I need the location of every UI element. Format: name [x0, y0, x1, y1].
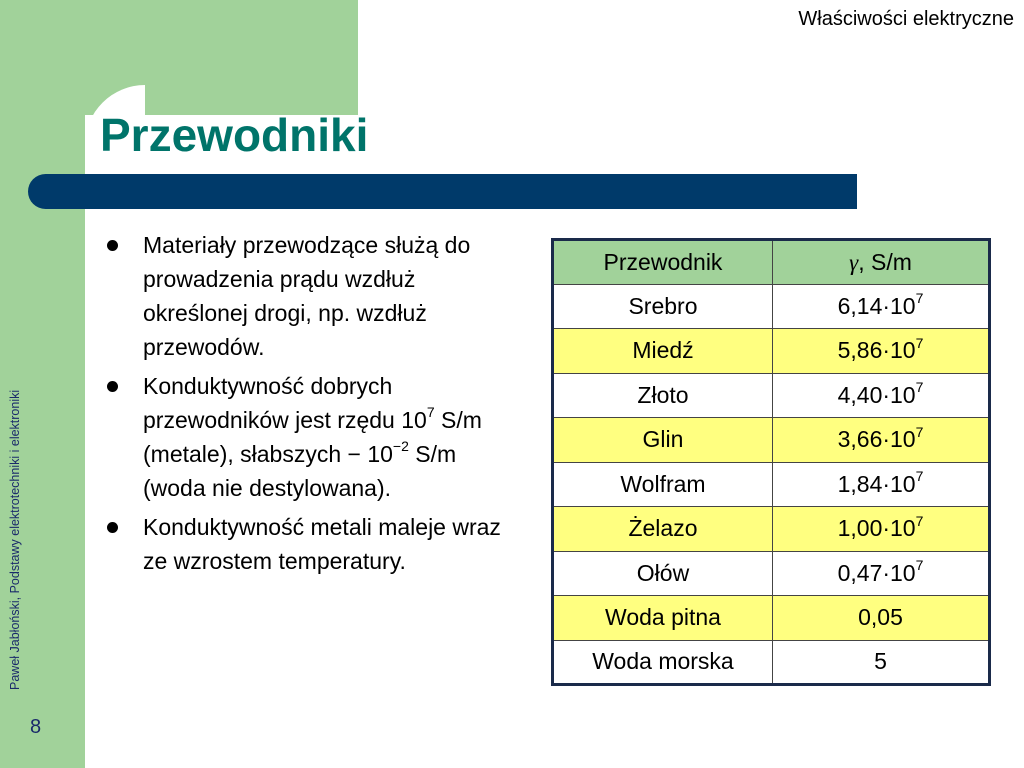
conductivity-cell: [773, 596, 990, 641]
bullet-dot-icon: [107, 522, 118, 533]
header-title: Właściwości elektryczne: [798, 8, 1014, 30]
table-row: [553, 551, 990, 596]
table-row: [553, 329, 990, 374]
gamma-symbol: γ: [849, 249, 859, 275]
conductivity-cell: [773, 329, 990, 374]
exponent: 7: [915, 557, 924, 574]
table-row: [553, 284, 990, 329]
bullet-text: S/m (metale), słabszych − 10: [143, 407, 482, 467]
conductivity-mantissa: 6,14·10: [837, 292, 916, 319]
conductivity-table: [551, 238, 991, 686]
conductivity-mantissa: 4,40·10: [837, 381, 916, 408]
conductivity-cell: [773, 462, 990, 507]
material-cell: Złoto: [553, 373, 773, 418]
header-unit: , S/m: [858, 248, 912, 275]
exponent: 7: [915, 468, 924, 485]
conductivity-mantissa: 0,47·10: [837, 559, 916, 586]
exponent: 7: [915, 334, 924, 351]
table-row: [553, 507, 990, 552]
material-cell: Woda morska: [553, 640, 773, 685]
exponent: −2: [392, 438, 409, 455]
material-cell: Żelazo: [553, 507, 773, 552]
conductivity-mantissa: 5,86·10: [837, 337, 916, 364]
material-cell: Glin: [553, 418, 773, 463]
bullet-list: [103, 228, 523, 583]
table-row: [553, 640, 990, 685]
exponent: 7: [915, 290, 924, 307]
table-row: [553, 462, 990, 507]
conductivity-cell: [773, 418, 990, 463]
table-row: [553, 373, 990, 418]
bullet-text: S/m (woda nie destylowana).: [143, 441, 457, 501]
exponent: 7: [426, 404, 435, 421]
exponent: 7: [915, 379, 924, 396]
material-cell: Miedź: [553, 329, 773, 374]
header-conductivity: [773, 240, 990, 285]
exponent: 7: [915, 512, 924, 529]
bullet-item: [103, 510, 523, 578]
author-credit: Paweł Jabłoński, Podstawy elektrotechniki i elektroniki: [8, 389, 22, 690]
conductivity-cell: [773, 640, 990, 685]
header-conductor: Przewodnik: [553, 240, 773, 285]
bullet-text: Konduktywność dobrych przewodników jest rzędu 10: [143, 373, 427, 433]
bullet-item: [103, 228, 523, 364]
material-cell: Wolfram: [553, 462, 773, 507]
material-cell: Woda pitna: [553, 596, 773, 641]
table-body: [553, 284, 990, 685]
title-underline-bar: [28, 174, 857, 209]
conductivity-mantissa: 5: [874, 648, 887, 675]
bullet-item: [103, 369, 523, 505]
conductivity-cell: [773, 551, 990, 596]
table-header-row: [553, 240, 990, 285]
slide-title: Przewodniki: [100, 109, 369, 161]
material-cell: Srebro: [553, 284, 773, 329]
conductivity-mantissa: 3,66·10: [837, 426, 916, 453]
conductivity-mantissa: 1,00·10: [837, 515, 916, 542]
material-cell: Ołów: [553, 551, 773, 596]
bullet-dot-icon: [107, 381, 118, 392]
table-row: [553, 596, 990, 641]
bullet-dot-icon: [107, 240, 118, 251]
conductivity-mantissa: 0,05: [858, 604, 903, 631]
table-row: [553, 418, 990, 463]
exponent: 7: [915, 423, 924, 440]
conductivity-cell: [773, 507, 990, 552]
conductivity-mantissa: 1,84·10: [837, 470, 916, 497]
conductivity-cell: [773, 284, 990, 329]
bullet-text: Materiały przewodzące służą do prowadzenia prądu wzdłuż określonej drogi, np. wzdłuż przewodów.: [143, 232, 471, 360]
page-number: 8: [30, 716, 42, 738]
bullet-text: Konduktywność metali maleje wraz ze wzrostem temperatury.: [143, 514, 501, 574]
conductivity-cell: [773, 373, 990, 418]
